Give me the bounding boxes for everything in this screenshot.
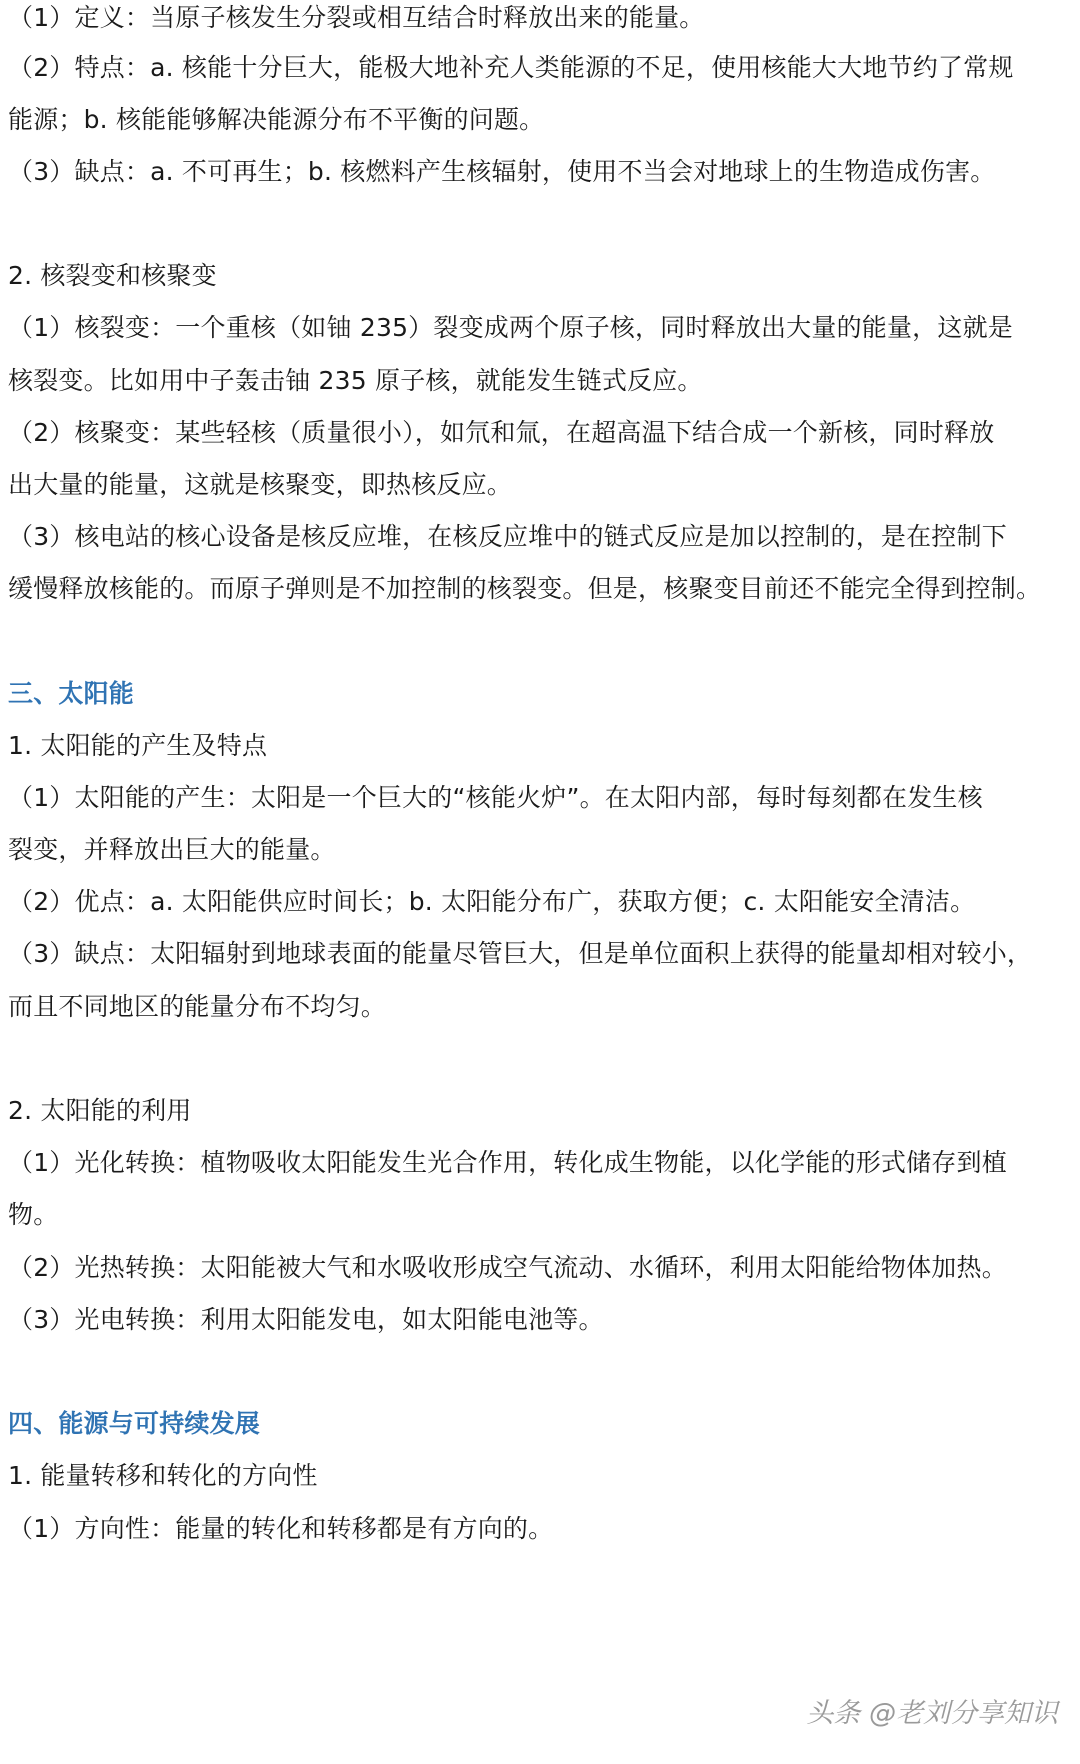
watermark: 头条 @老刘分享知识 (806, 1698, 1058, 1729)
subsection-title: 1. 太阳能的产生及特点 (8, 731, 268, 760)
subsection-title: 1. 能量转移和转化的方向性 (8, 1461, 318, 1490)
text-line: （3）缺点：太阳辐射到地球表面的能量尽管巨大，但是单位面积上获得的能量却相对较小， (8, 939, 1033, 968)
text-line: （3）核电站的核心设备是核反应堆，在核反应堆中的链式反应是加以控制的，是在控制下 (8, 522, 1007, 551)
text-line: （3）缺点：a. 不可再生；b. 核燃料产生核辐射，使用不当会对地球上的生物造成伤害。 (8, 157, 996, 186)
text-line: （2）特点：a. 核能十分巨大，能极大地补充人类能源的不足，使用核能大大地节约了常规 (8, 53, 1014, 82)
text-line: （1）核裂变：一个重核（如铀 235）裂变成两个原子核，同时释放出大量的能量，这就是 (8, 313, 1013, 342)
text-line: 裂变，并释放出巨大的能量。 (8, 835, 336, 864)
text-line: （3）光电转换：利用太阳能发电，如太阳能电池等。 (8, 1305, 604, 1334)
text-line: 核裂变。比如用中子轰击铀 235 原子核，就能发生链式反应。 (8, 366, 703, 395)
text-line: （1）太阳能的产生：太阳是一个巨大的“核能火炉”。在太阳内部，每时每刻都在发生核 (8, 783, 983, 812)
text-line: （2）核聚变：某些轻核（质量很小），如氘和氚，在超高温下结合成一个新核，同时释放 (8, 418, 995, 447)
subsection-title: 2. 太阳能的利用 (8, 1096, 192, 1125)
text-line: 缓慢释放核能的。而原子弹则是不加控制的核裂变。但是，核聚变目前还不能完全得到控制。 (8, 574, 1042, 603)
subsection-title: 2. 核裂变和核聚变 (8, 261, 217, 290)
text-line: 物。 (8, 1200, 59, 1229)
text-line: （1）光化转换：植物吸收太阳能发生光合作用，转化成生物能，以化学能的形式储存到植 (8, 1148, 1007, 1177)
section-heading-solar: 三、太阳能 (8, 679, 135, 708)
text-line: 而且不同地区的能量分布不均匀。 (8, 992, 387, 1021)
text-line: （1）方向性：能量的转化和转移都是有方向的。 (8, 1514, 554, 1543)
text-line: 出大量的能量，这就是核聚变，即热核反应。 (8, 470, 513, 499)
text-line: （1）定义：当原子核发生分裂或相互结合时释放出来的能量。 (8, 3, 705, 32)
text-line: 能源；b. 核能能够解决能源分布不平衡的问题。 (8, 105, 545, 134)
text-line: （2）光热转换：太阳能被大气和水吸收形成空气流动、水循环，利用太阳能给物体加热。 (8, 1253, 1007, 1282)
section-heading-sustainability: 四、能源与可持续发展 (8, 1409, 261, 1438)
text-line: （2）优点：a. 太阳能供应时间长；b. 太阳能分布广，获取方便；c. 太阳能安全清洁。 (8, 887, 976, 916)
